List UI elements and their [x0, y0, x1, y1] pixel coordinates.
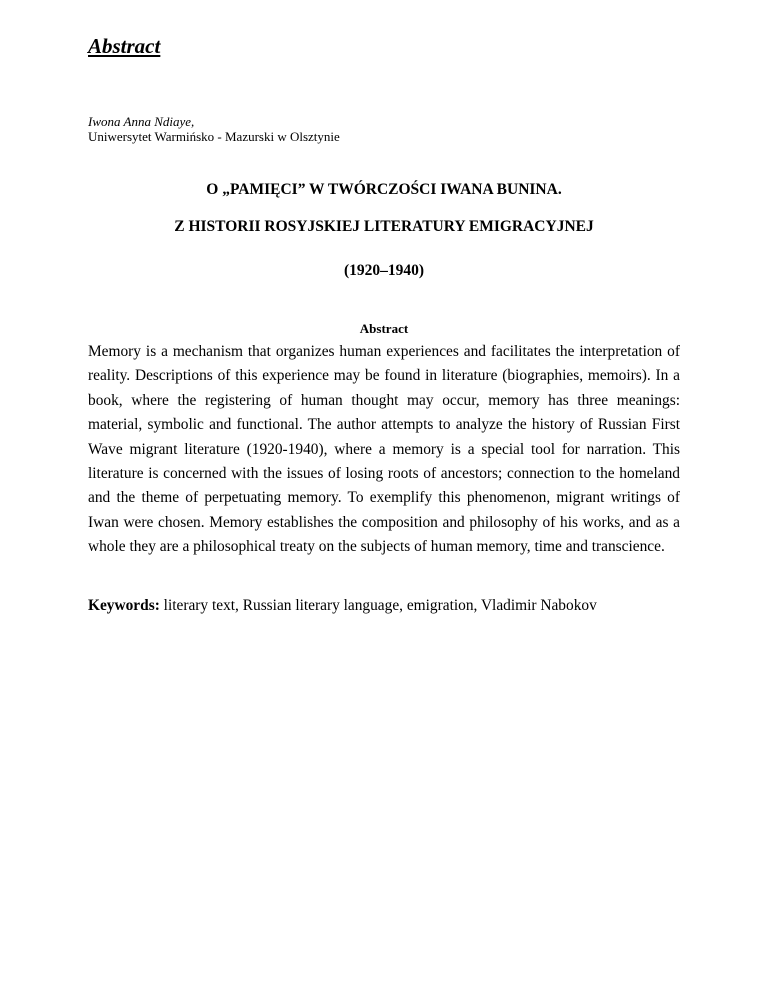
- keywords-label: Keywords:: [88, 597, 160, 614]
- article-title-line-3: (1920–1940): [343, 262, 425, 279]
- author-block: [88, 114, 340, 144]
- abstract-heading: Abstract: [359, 321, 409, 336]
- author-affiliation: Uniwersytet Warmińsko - Mazurski w Olsztynie: [88, 129, 340, 144]
- keywords-text: literary text, Russian literary language, emigration, Vladimir Nabokov: [159, 597, 597, 614]
- keywords-line: [88, 596, 680, 616]
- article-title-line-2: Z HISTORII ROSYJSKIEJ LITERATURY EMIGRACYJNEJ: [174, 218, 594, 235]
- header-title: Abstract: [88, 34, 161, 58]
- author-name: Iwona Anna Ndiaye,: [88, 114, 195, 129]
- article-title-line-1: O „PAMIĘCI” W TWÓRCZOŚCI IWANA BUNINA.: [206, 181, 562, 198]
- abstract-text: Memory is a mechanism that organizes human experiences and facilitates the interpretation of reality. Descriptions of this experience may be found in literature (biographies, memoirs). In a book, where the registering of human thought may occur, memory has three meanings: material, symbolic and functional. The author attempts to analyze the history of Russian First Wave migrant literature (1920-1940), where a memory is a special tool for narration. This literature is concerned with the issues of losing roots of ancestors; connection to the homeland and the theme of perpetuating memory. To exemplify this phenomenon, migrant writings of Iwan were chosen. Memory establishes the composition and philosophy of his works, and as a whole they are a philosophical treaty on the subjects of human memory, time and transcience.: [88, 343, 680, 556]
